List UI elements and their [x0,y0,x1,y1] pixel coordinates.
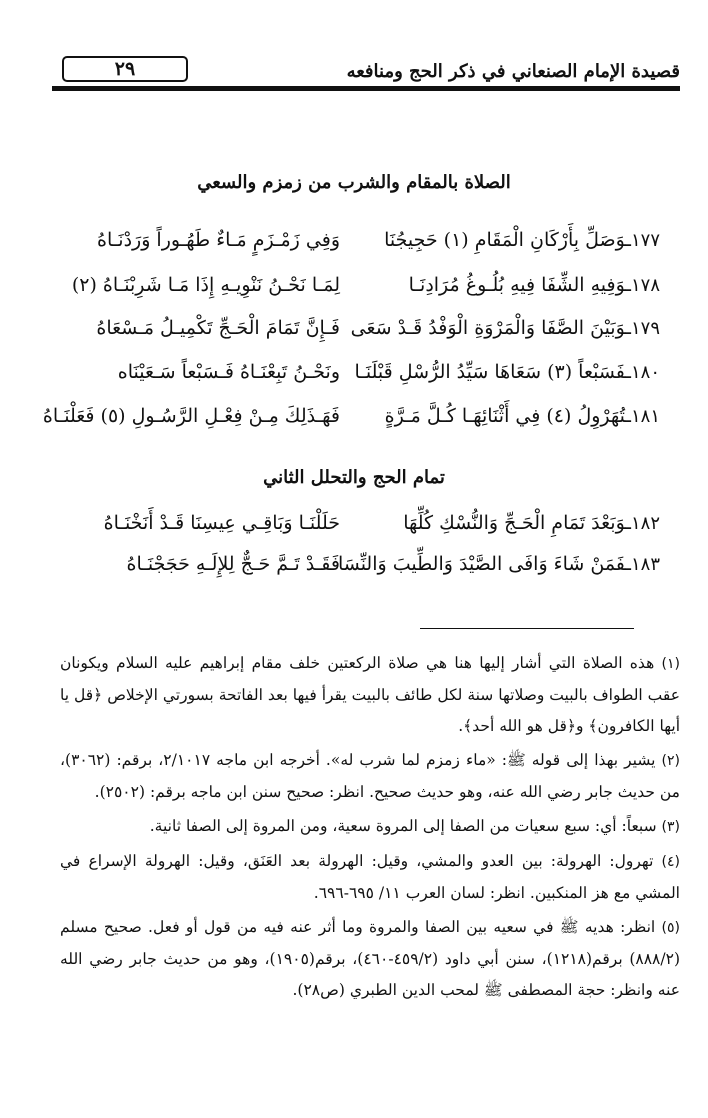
verse-line [60,308,660,348]
section-title: تمام الحج والتحلل الثاني [263,467,445,488]
verse-line [42,396,660,436]
verse-number: ١٨١ [630,406,660,427]
verse-number: ١٨٠ [630,362,660,383]
footnote-number: (١) [661,656,680,672]
verse-line [60,265,660,305]
footnote-text: سبعاً: أي: سبع سعيات من الصفا إلى المروة سعية، ومن المروة إلى الصفا ثانية. [149,817,657,835]
footnote [60,811,680,843]
footnote-number: (٥) [661,920,680,936]
verse-line [60,503,660,543]
verse-second-hemistich: حَلَلْنَـا وَبَاقِـي عِيسِنَا قَـدْ أَنَخْنَـاهُ [103,512,340,534]
verse-first-hemistich [380,220,660,261]
verse-number: ١٧٧ [630,230,660,251]
footnote-number: (٢) [661,753,680,769]
verse-first-text: ـوَفِيهِ الشِّفَا فِيهِ بُلُـوغُ مُرَادِنَـا [408,274,631,296]
page-header [52,52,680,92]
footnote-separator [420,628,634,629]
verse-first-hemistich [380,503,660,544]
footnote-text: هذه الصلاة التي أشار إليها هنا هي صلاة الركعتين خلف مقام إبراهيم عليه السلام ويكونان عقب الطواف بالبيت وصلاتها سنة لكل طائف بالبيت يقرأ فيها بعد الفاتحة بسورتي الإخلاص ﴿قل يا أيها الكافرون﴾ و﴿قل هو الله أحد﴾. [60,654,680,735]
verse-number: ١٨٣ [630,554,660,575]
verse-number: ١٨٢ [630,513,660,534]
verse-line [60,352,660,392]
footnote-text: انظر: هديه ﷺ في سعيه بين الصفا والمروة وما أثر عنه فيه من قول أو فعل. صحيح مسلم (٨٨٨/٢) برقم(١٢١٨)، سنن أبي داود (٤٥٩/٢-٤٦٠)، برقم(١٩٠٥)، وهو من حديث جابر رضي الله عنه وانظر: حجة المصطفى ﷺ لمحب الدين الطبري (ص٢٨). [60,918,680,999]
verse-number: ١٧٨ [630,275,660,296]
verse-number: ١٧٩ [630,318,660,339]
verse-line [60,544,660,584]
footnote-number: (٤) [661,854,680,870]
page-number: ٢٩ [62,56,188,82]
verse-first-text: ـوَبَعْدَ تَمَامِ الْحَـجِّ وَالنُّسْكِ كُلِّهَا [403,512,631,534]
footnote [60,846,680,909]
verse-first-text: ـتُهَرْوِلُ (٤) فِي أَثْنَائِهَـا كُـلَّ مَـرَّةٍ [384,405,631,427]
footnote-text: تهرول: الهرولة: بين العدو والمشي، وقيل: الهرولة بعد العَنَق، وقيل: الهرولة الإسراع في المشي مع هز المنكبين. انظر: لسان العرب ١١/ ٦٩٥-٦٩٦. [60,852,680,902]
verse-second-hemistich: وَفِي زَمْـزَمٍ مَـاءٌ طَهُـوراً وَرَدْنَـاهُ [96,229,340,251]
footnote [60,648,680,742]
verse-second-hemistich: فَـإِنَّ تَمَامَ الْحَـجِّ تَكْمِيـلُ مَـسْعَاهُ [96,317,340,339]
footnote [60,745,680,808]
verse-first-text: ـوَصَلِّ بِأَرْكَانِ الْمَقَامِ (١) حَجِيجُنَا [384,229,631,251]
header-rule [52,86,680,91]
section-title: الصلاة بالمقام والشرب من زمزم والسعي [197,172,511,193]
verse-first-hemistich [380,396,660,437]
verse-first-hemistich [337,544,660,585]
verse-first-text: ـفَمَنْ شَاءَ وَافَى الصَّيْدَ وَالطِّيبَ وَالنِّسَا [337,553,631,575]
verse-second-hemistich: فَهَـذَلِكَ مِـنْ فِعْـلِ الرَّسُـولِ (٥) فَعَلْنَـاهُ [42,405,340,427]
verse-first-hemistich [350,308,660,349]
verse-second-hemistich: فَقَـدْ تَـمَّ حَـجٌّ لِلإِلَـهِ حَجَجْنَـاهُ [126,553,340,575]
verse-second-hemistich: ونَحْـنُ تَبِعْنَـاهُ فَـسَبْعاً سَـعَيْنَاه [117,361,340,383]
verse-first-text: ـفَسَبْعاً (٣) سَعَاهَا سَيِّدُ الرُّسْلِ قَبْلَنَـا [354,361,631,383]
footnote-number: (٣) [661,819,680,835]
footnote [60,912,680,1006]
running-title: قصيدة الإمام الصنعاني في ذكر الحج ومنافعه [346,61,680,82]
verse-first-hemistich [380,265,660,306]
verse-second-hemistich: لِمَـا نَحْـنُ نَنْوِيـهِ إِذَا مَـا شَرِبْنَـاهُ (٢) [71,274,340,296]
verse-first-text: ـوَبَيْنَ الصَّفَا وَالْمَرْوَةِ الْوَفْدُ قَـدْ سَعَى [350,317,631,339]
footnotes [60,648,680,1009]
verse-first-hemistich [354,352,660,393]
verse-line [60,220,660,260]
footnote-text: يشير بهذا إلى قوله ﷺ: «ماء زمزم لما شرب له». أخرجه ابن ماجه ٢/١٠١٧، برقم: (٣٠٦٢)، من حديث جابر رضي الله عنه، وهو حديث صحيح. انظر: صحيح سنن ابن ماجه برقم: (٢٥٠٢). [60,751,680,801]
